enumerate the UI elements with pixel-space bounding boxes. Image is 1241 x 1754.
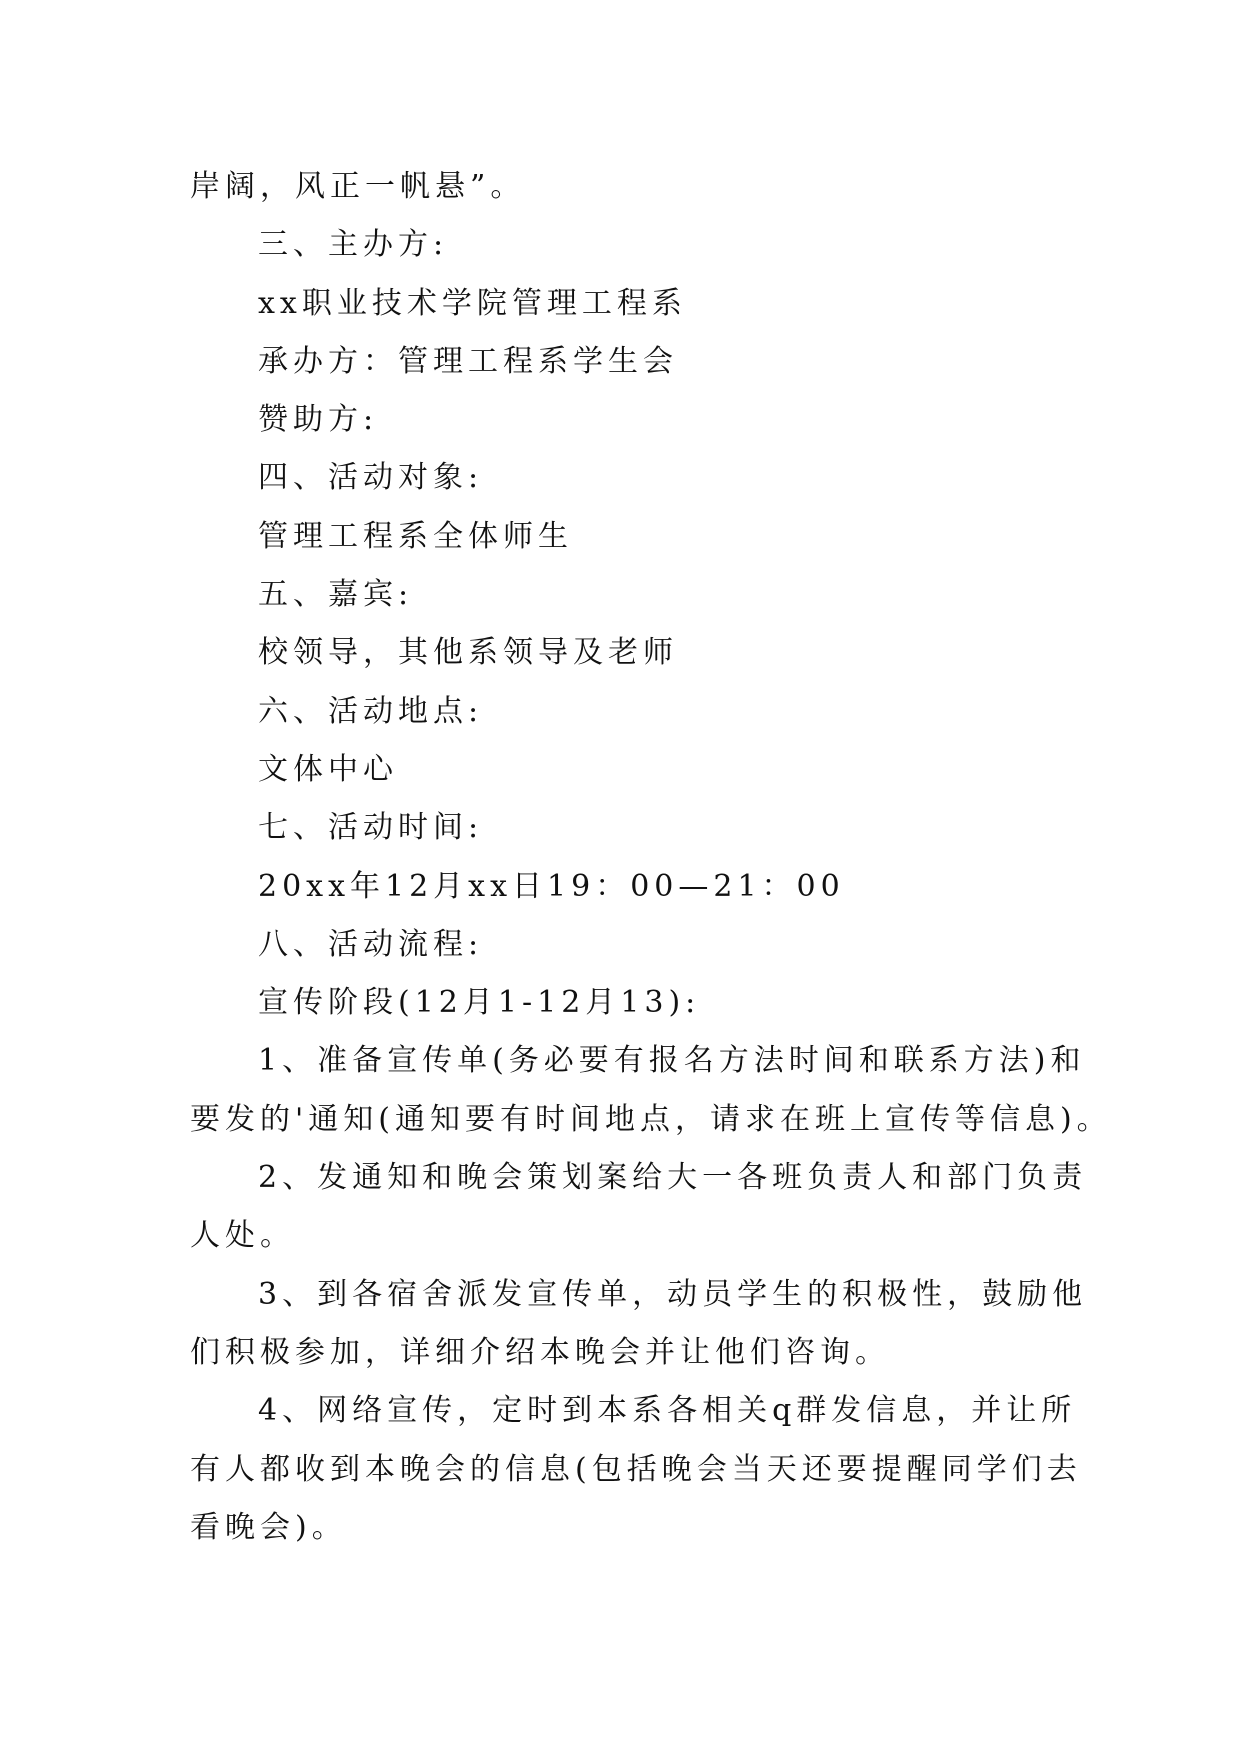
text-line-item-4: 4、网络宣传，定时到本系各相关q群发信息，并让所 bbox=[258, 1393, 1077, 1429]
text-line-promotion-stage: 宣传阶段(12月1-12月13): bbox=[258, 985, 701, 1021]
text-line-item-2-continued: 人处。 bbox=[190, 1218, 295, 1254]
document-body bbox=[190, 158, 1112, 1557]
text-line-item-4-end: 看晚会)。 bbox=[190, 1509, 347, 1545]
section-heading-time: 七、活动时间: bbox=[258, 810, 484, 846]
text-line-organizer: xx职业技术学院管理工程系 bbox=[258, 285, 687, 321]
text-line-continuation: 岸阔，风正一帆悬”。 bbox=[190, 169, 526, 204]
section-heading-organizer: 三、主办方: bbox=[258, 227, 449, 263]
section-heading-process: 八、活动流程: bbox=[258, 926, 484, 962]
text-line-item-1: 1、准备宣传单(务必要有报名方法时间和联系方法)和 bbox=[258, 1043, 1086, 1079]
text-line-item-3: 3、到各宿舍派发宣传单，动员学生的积极性，鼓励他 bbox=[258, 1276, 1088, 1312]
text-line-item-1-continued: 要发的'通知(通知要有时间地点，请求在班上宣传等信息)。 bbox=[190, 1101, 1112, 1137]
text-line-item-4-continued: 有人都收到本晚会的信息(包括晚会当天还要提醒同学们去 bbox=[190, 1451, 1082, 1487]
text-line-audience: 管理工程系全体师生 bbox=[258, 518, 573, 554]
section-heading-location: 六、活动地点: bbox=[258, 693, 484, 729]
text-line-co-organizer: 承办方：管理工程系学生会 bbox=[258, 343, 678, 379]
section-heading-guests: 五、嘉宾: bbox=[258, 577, 414, 613]
text-line-time: 20xx年12月xx日19：00—21：00 bbox=[258, 868, 845, 904]
text-line-guests: 校领导，其他系领导及老师 bbox=[258, 635, 678, 671]
text-line-sponsor: 赞助方: bbox=[258, 402, 379, 438]
section-heading-audience: 四、活动对象: bbox=[258, 460, 484, 496]
text-line-location: 文体中心 bbox=[258, 751, 398, 787]
text-line-item-2: 2、发通知和晚会策划案给大一各班负责人和部门负责 bbox=[258, 1160, 1088, 1196]
text-line-item-3-continued: 们积极参加，详细介绍本晚会并让他们咨询。 bbox=[190, 1334, 890, 1370]
